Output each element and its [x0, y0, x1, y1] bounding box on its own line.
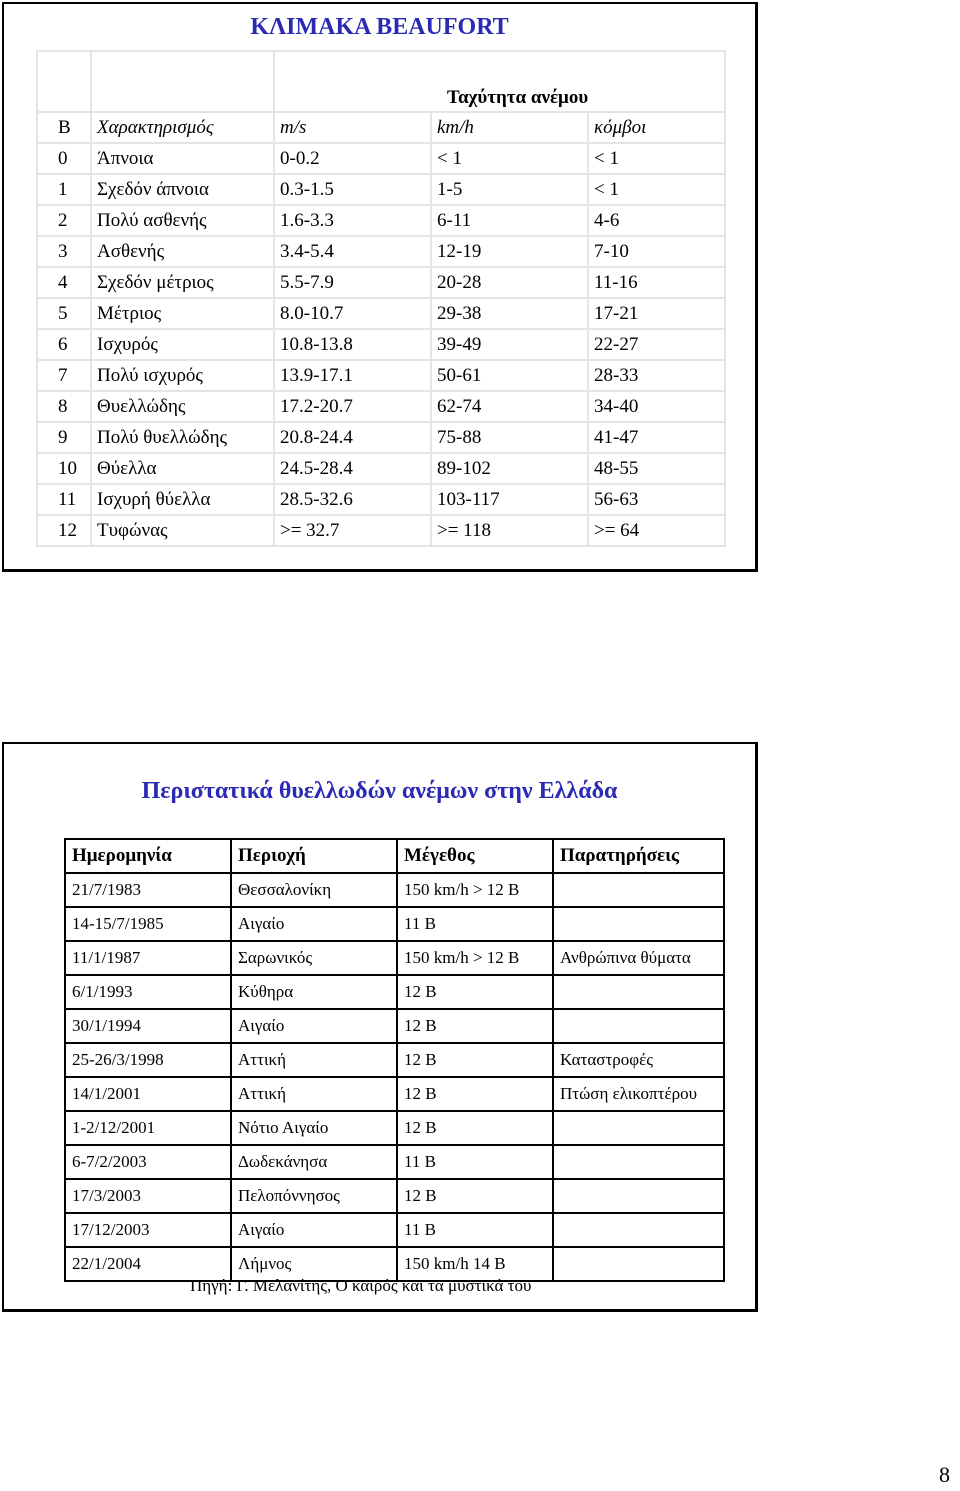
- table-cell: 14/1/2001: [65, 1077, 231, 1111]
- table-row: [65, 1077, 724, 1111]
- table-cell: Πελοπόννησος: [231, 1179, 397, 1213]
- beaufort-column-header-row: [37, 112, 725, 143]
- table-row: [37, 298, 725, 329]
- column-header: km/h: [431, 112, 588, 143]
- table-cell: 4: [37, 267, 91, 298]
- table-cell: 7: [37, 360, 91, 391]
- table-cell: 22/1/2004: [65, 1247, 231, 1281]
- table-row: [65, 975, 724, 1009]
- table-cell: < 1: [588, 143, 725, 174]
- table-cell: Τυφώνας: [91, 515, 274, 546]
- table-cell: 6-7/2/2003: [65, 1145, 231, 1179]
- column-header: Χαρακτηρισμός: [91, 112, 274, 143]
- table-cell: >= 118: [431, 515, 588, 546]
- table-cell: Κύθηρα: [231, 975, 397, 1009]
- table-cell: 17.2-20.7: [274, 391, 431, 422]
- table-row: [65, 1179, 724, 1213]
- table-cell: 21/7/1983: [65, 873, 231, 907]
- table-cell: 6-11: [431, 205, 588, 236]
- table-cell: Καταστροφές: [553, 1043, 724, 1077]
- table-cell: 12-19: [431, 236, 588, 267]
- table-cell: 12 B: [397, 1111, 553, 1145]
- table-cell: 12 B: [397, 1179, 553, 1213]
- column-header: Περιοχή: [231, 839, 397, 873]
- table-cell: 11: [37, 484, 91, 515]
- table-row: [37, 484, 725, 515]
- table-cell: 13.9-17.1: [274, 360, 431, 391]
- table-row: [37, 205, 725, 236]
- table-cell: 22-27: [588, 329, 725, 360]
- table-row: [37, 515, 725, 546]
- table-cell: 6/1/1993: [65, 975, 231, 1009]
- table-row: [37, 422, 725, 453]
- column-header: Ημερομηνία: [65, 839, 231, 873]
- table-cell: 1-2/12/2001: [65, 1111, 231, 1145]
- table-cell: 41-47: [588, 422, 725, 453]
- table-cell: 5: [37, 298, 91, 329]
- table-cell: Αιγαίο: [231, 1009, 397, 1043]
- table-cell: 11 B: [397, 1145, 553, 1179]
- table-cell: 8.0-10.7: [274, 298, 431, 329]
- source-note: Πηγή: Γ. Μελανίτης, Ο καιρός και τα μυστικά του: [190, 1276, 532, 1295]
- table-cell: [553, 1009, 724, 1043]
- table-cell: [553, 975, 724, 1009]
- table-cell: 17-21: [588, 298, 725, 329]
- table-cell: Θεσσαλονίκη: [231, 873, 397, 907]
- table-cell: 103-117: [431, 484, 588, 515]
- table-cell: 12: [37, 515, 91, 546]
- table-cell: Ασθενής: [91, 236, 274, 267]
- table-cell: 20.8-24.4: [274, 422, 431, 453]
- table-row: [65, 1213, 724, 1247]
- table-cell: 12 B: [397, 975, 553, 1009]
- table-row: [65, 907, 724, 941]
- table-cell: Αιγαίο: [231, 1213, 397, 1247]
- table-cell: >= 64: [588, 515, 725, 546]
- table-cell: Σαρωνικός: [231, 941, 397, 975]
- storms-table: [64, 838, 725, 1282]
- table-cell: 24.5-28.4: [274, 453, 431, 484]
- table-cell: Πολύ ισχυρός: [91, 360, 274, 391]
- table-cell: 0.3-1.5: [274, 174, 431, 205]
- column-header: B: [37, 112, 91, 143]
- storms-title: Περιστατικά θυελλωδών ανέμων στην Ελλάδα: [141, 778, 618, 804]
- table-cell: Πολύ ασθενής: [91, 205, 274, 236]
- column-header: m/s: [274, 112, 431, 143]
- table-cell: 9: [37, 422, 91, 453]
- table-cell: 12 B: [397, 1009, 553, 1043]
- table-row: [37, 391, 725, 422]
- table-cell: [553, 1145, 724, 1179]
- table-cell: 5.5-7.9: [274, 267, 431, 298]
- table-cell: Σχεδόν άπνοια: [91, 174, 274, 205]
- table-cell: 11 B: [397, 907, 553, 941]
- table-cell: 17/12/2003: [65, 1213, 231, 1247]
- table-cell: Θυελλώδης: [91, 391, 274, 422]
- table-cell: Νότιο Αιγαίο: [231, 1111, 397, 1145]
- table-cell: 11-16: [588, 267, 725, 298]
- table-cell: 39-49: [431, 329, 588, 360]
- table-row: [37, 360, 725, 391]
- table-row: [65, 1145, 724, 1179]
- table-cell: 12 B: [397, 1077, 553, 1111]
- speed-header: Ταχύτητα ανέμου: [447, 87, 589, 108]
- table-cell: 150 km/h > 12 B: [397, 941, 553, 975]
- table-cell: 8: [37, 391, 91, 422]
- table-cell: 3: [37, 236, 91, 267]
- table-cell: 0-0.2: [274, 143, 431, 174]
- table-cell: 150 km/h > 12 B: [397, 873, 553, 907]
- table-cell: 20-28: [431, 267, 588, 298]
- table-cell: Ανθρώπινα θύματα: [553, 941, 724, 975]
- table-row: [37, 174, 725, 205]
- column-header: Μέγεθος: [397, 839, 553, 873]
- page-number: 8: [939, 1462, 950, 1487]
- table-cell: 10: [37, 453, 91, 484]
- table-cell: 1: [37, 174, 91, 205]
- table-cell: 48-55: [588, 453, 725, 484]
- table-cell: 4-6: [588, 205, 725, 236]
- beaufort-slide: [2, 2, 758, 572]
- table-cell: 89-102: [431, 453, 588, 484]
- table-cell: Ισχυρός: [91, 329, 274, 360]
- table-cell: 6: [37, 329, 91, 360]
- table-cell: 56-63: [588, 484, 725, 515]
- table-cell: Θύελλα: [91, 453, 274, 484]
- table-cell: Αττική: [231, 1043, 397, 1077]
- table-row: [37, 143, 725, 174]
- table-cell: Ισχυρή θύελλα: [91, 484, 274, 515]
- table-row: [37, 329, 725, 360]
- table-row: [65, 873, 724, 907]
- table-cell: Πτώση ελικοπτέρου: [553, 1077, 724, 1111]
- table-cell: 11 B: [397, 1213, 553, 1247]
- column-header: κόμβοι: [588, 112, 725, 143]
- table-cell: Πολύ θυελλώδης: [91, 422, 274, 453]
- beaufort-title: ΚΛΙΜΑΚΑ BEAUFORT: [250, 14, 509, 40]
- table-cell: [553, 1213, 724, 1247]
- table-cell: Αττική: [231, 1077, 397, 1111]
- table-row: [37, 267, 725, 298]
- table-cell: 75-88: [431, 422, 588, 453]
- table-cell: 17/3/2003: [65, 1179, 231, 1213]
- table-cell: 1.6-3.3: [274, 205, 431, 236]
- table-cell: Αιγαίο: [231, 907, 397, 941]
- table-cell: 3.4-5.4: [274, 236, 431, 267]
- table-row: [37, 453, 725, 484]
- table-cell: >= 32.7: [274, 515, 431, 546]
- table-row: [65, 1111, 724, 1145]
- table-cell: 30/1/1994: [65, 1009, 231, 1043]
- table-cell: 12 B: [397, 1043, 553, 1077]
- table-cell: < 1: [588, 174, 725, 205]
- column-header: Παρατηρήσεις: [553, 839, 724, 873]
- table-cell: 7-10: [588, 236, 725, 267]
- table-cell: Δωδεκάνησα: [231, 1145, 397, 1179]
- table-cell: 11/1/1987: [65, 941, 231, 975]
- storms-column-header-row: [65, 839, 724, 873]
- table-cell: [553, 1247, 724, 1281]
- table-row: [65, 1009, 724, 1043]
- table-cell: [553, 873, 724, 907]
- table-cell: 150 km/h 14 B: [397, 1247, 553, 1281]
- table-cell: Μέτριος: [91, 298, 274, 329]
- table-cell: 10.8-13.8: [274, 329, 431, 360]
- table-cell: 28-33: [588, 360, 725, 391]
- table-cell: 50-61: [431, 360, 588, 391]
- table-cell: 25-26/3/1998: [65, 1043, 231, 1077]
- table-cell: 34-40: [588, 391, 725, 422]
- table-row: [65, 941, 724, 975]
- table-cell: < 1: [431, 143, 588, 174]
- table-cell: [553, 1111, 724, 1145]
- storms-slide: [2, 742, 758, 1312]
- table-cell: 62-74: [431, 391, 588, 422]
- beaufort-table: [36, 50, 726, 547]
- table-cell: 0: [37, 143, 91, 174]
- table-cell: 1-5: [431, 174, 588, 205]
- table-cell: 29-38: [431, 298, 588, 329]
- table-row: [65, 1043, 724, 1077]
- table-cell: Λήμνος: [231, 1247, 397, 1281]
- table-cell: [553, 1179, 724, 1213]
- table-cell: 2: [37, 205, 91, 236]
- table-cell: Άπνοια: [91, 143, 274, 174]
- table-cell: 14-15/7/1985: [65, 907, 231, 941]
- table-cell: [553, 907, 724, 941]
- table-cell: Σχεδόν μέτριος: [91, 267, 274, 298]
- speed-header-row: [37, 51, 725, 112]
- table-row: [37, 236, 725, 267]
- table-cell: 28.5-32.6: [274, 484, 431, 515]
